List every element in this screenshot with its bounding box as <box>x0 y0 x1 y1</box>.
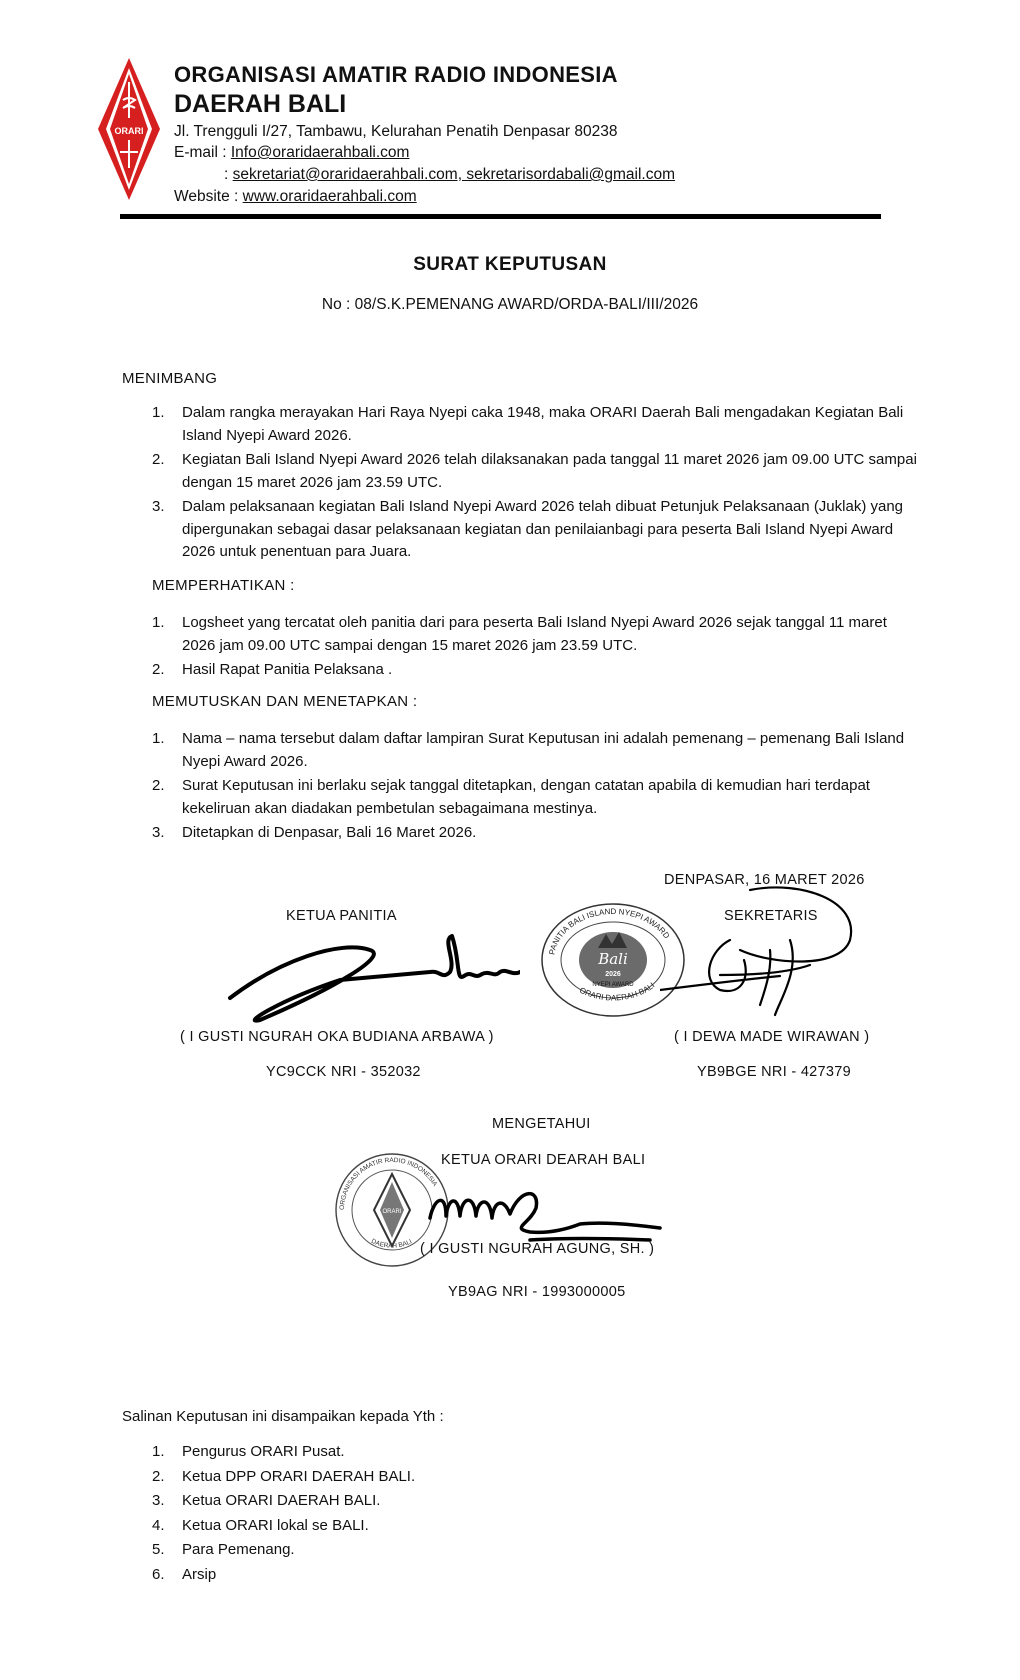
email-label: E-mail : <box>174 144 231 161</box>
right-signature <box>660 880 880 1020</box>
document-number: No : 08/S.K.PEMENANG AWARD/ORDA-BALI/III/2026 <box>321 296 699 313</box>
list-item: 6. Arsip <box>152 1565 217 1583</box>
org-address: Jl. Trengguli I/27, Tambawu, Kelurahan Penatih Denpasar 80238 <box>174 123 618 140</box>
logo-text: ORARI <box>114 126 144 136</box>
chair-signature <box>400 1168 720 1248</box>
email-link-1[interactable]: Info@oraridaerahbali.com <box>230 144 410 161</box>
svg-text:NYEPI AWARD: NYEPI AWARD <box>592 982 634 988</box>
list-item: 3. Dalam pelaksanaan kegiatan Bali Island Nyepi Award 2026 telah dibuat Petunjuk Pelaksanaan (Juklak) yang dipergunakan sebagai dasar pelaksanaan kegiatan dan penilaianbagi para peserta Bali Island Nyepi Award 2026 untuk penentuan para Juara. <box>152 498 904 560</box>
email-line-1 <box>174 144 409 162</box>
right-signer-role: SEKRETARIS <box>724 908 818 924</box>
menimbang-list <box>152 402 922 566</box>
website-label: Website : <box>174 188 243 205</box>
left-signer-name: ( I GUSTI NGURAH OKA BUDIANA ARBAWA ) <box>180 1029 494 1045</box>
list-item: 2. Ketua DPP ORARI DAERAH BALI. <box>152 1467 416 1485</box>
org-region: DAERAH BALI <box>174 90 347 118</box>
list-item: 1. Nama – nama tersebut dalam daftar lampiran Surat Keputusan ini adalah pemenang – pemenang Bali Island Nyepi Award 2026. <box>152 730 905 770</box>
right-signer-id: YB9BGE NRI - 427379 <box>697 1064 851 1080</box>
email-link-2[interactable]: sekretariat@oraridaerahbali.com, sekretarisordabali@gmail.com <box>232 166 676 183</box>
svg-text:ORGANISASI AMATIR RADIO INDONE: ORGANISASI AMATIR RADIO INDONESIA <box>338 1156 439 1211</box>
website-line <box>174 188 417 206</box>
left-signer-role: KETUA PANITIA <box>286 908 397 924</box>
list-item: 3. Ketua ORARI DAERAH BALI. <box>152 1492 381 1509</box>
list-item: 2. Kegiatan Bali Island Nyepi Award 2026 telah dilaksanakan pada tanggal 11 maret 2026 jam 09.00 UTC sampai dengan 15 maret 2026 jam 23.59 UTC. <box>152 451 917 491</box>
list-item: 4. Ketua ORARI lokal se BALI. <box>152 1516 369 1534</box>
list-item: 2. Hasil Rapat Panitia Pelaksana . <box>152 661 393 678</box>
copies-intro: Salinan Keputusan ini disampaikan kepada Yth : <box>122 1408 444 1425</box>
header-rule <box>120 214 881 219</box>
section-memutuskan-label: MEMUTUSKAN DAN MENETAPKAN : <box>152 693 418 710</box>
list-item: 3. Ditetapkan di Denpasar, Bali 16 Maret 2026. <box>152 824 477 841</box>
svg-text:PANITIA BALI ISLAND NYEPI AWAR: PANITIA BALI ISLAND NYEPI AWARD <box>547 907 672 956</box>
left-signer-id: YC9CCK NRI - 352032 <box>266 1064 421 1080</box>
email-line-2 <box>174 166 675 184</box>
left-signature <box>220 920 520 1025</box>
section-memperhatikan-label: MEMPERHATIKAN : <box>152 577 295 594</box>
document-title: SURAT KEPUTUSAN <box>413 254 607 275</box>
list-item: 1. Dalam rangka merayakan Hari Raya Nyepi caka 1948, maka ORARI Daerah Bali mengadakan Kegiatan Bali Island Nyepi Award 2026. <box>152 404 904 444</box>
org-name: ORGANISASI AMATIR RADIO INDONESIA <box>174 62 618 87</box>
list-item: 2. Surat Keputusan ini berlaku sejak tanggal ditetapkan, dengan catatan apabila di kemudian hari terdapat kekeliruan akan diadakan pembetulan sebagaimana mestinya. <box>152 777 870 817</box>
chair-id: YB9AG NRI - 1993000005 <box>448 1284 626 1300</box>
place-date: DENPASAR, 16 MARET 2026 <box>664 872 865 888</box>
email-2-prefix: : <box>224 166 233 183</box>
svg-text:2026: 2026 <box>605 971 621 978</box>
orari-logo <box>96 56 162 202</box>
memperhatikan-list <box>152 612 922 684</box>
list-item: 1. Logsheet yang tercatat oleh panitia dari para peserta Bali Island Nyepi Award 2026 sejak tanggal 11 maret 2026 jam 09.00 UTC sampai dengan 15 maret 2026 jam 23.59 UTC. <box>152 614 887 654</box>
svg-text:ORARI: ORARI <box>382 1209 402 1215</box>
svg-text:ORARI DAERAH BALI: ORARI DAERAH BALI <box>578 980 657 1003</box>
copies-list <box>152 1441 752 1588</box>
chair-role: KETUA ORARI DEARAH BALI <box>441 1152 646 1168</box>
website-link[interactable]: www.oraridaerahbali.com <box>242 188 417 205</box>
section-menimbang-label: MENIMBANG <box>122 370 218 387</box>
svg-text:DAERAH BALI: DAERAH BALI <box>369 1237 414 1250</box>
right-signer-name: ( I DEWA MADE WIRAWAN ) <box>674 1029 870 1045</box>
list-item: 1. Pengurus ORARI Pusat. <box>152 1443 345 1460</box>
acknowledge-label: MENGETAHUI <box>492 1116 591 1132</box>
list-item: 5. Para Pemenang. <box>152 1541 295 1558</box>
memutuskan-list <box>152 728 922 847</box>
svg-text:Bali: Bali <box>598 950 628 968</box>
chair-name: ( I GUSTI NGURAH AGUNG, SH. ) <box>420 1241 655 1257</box>
